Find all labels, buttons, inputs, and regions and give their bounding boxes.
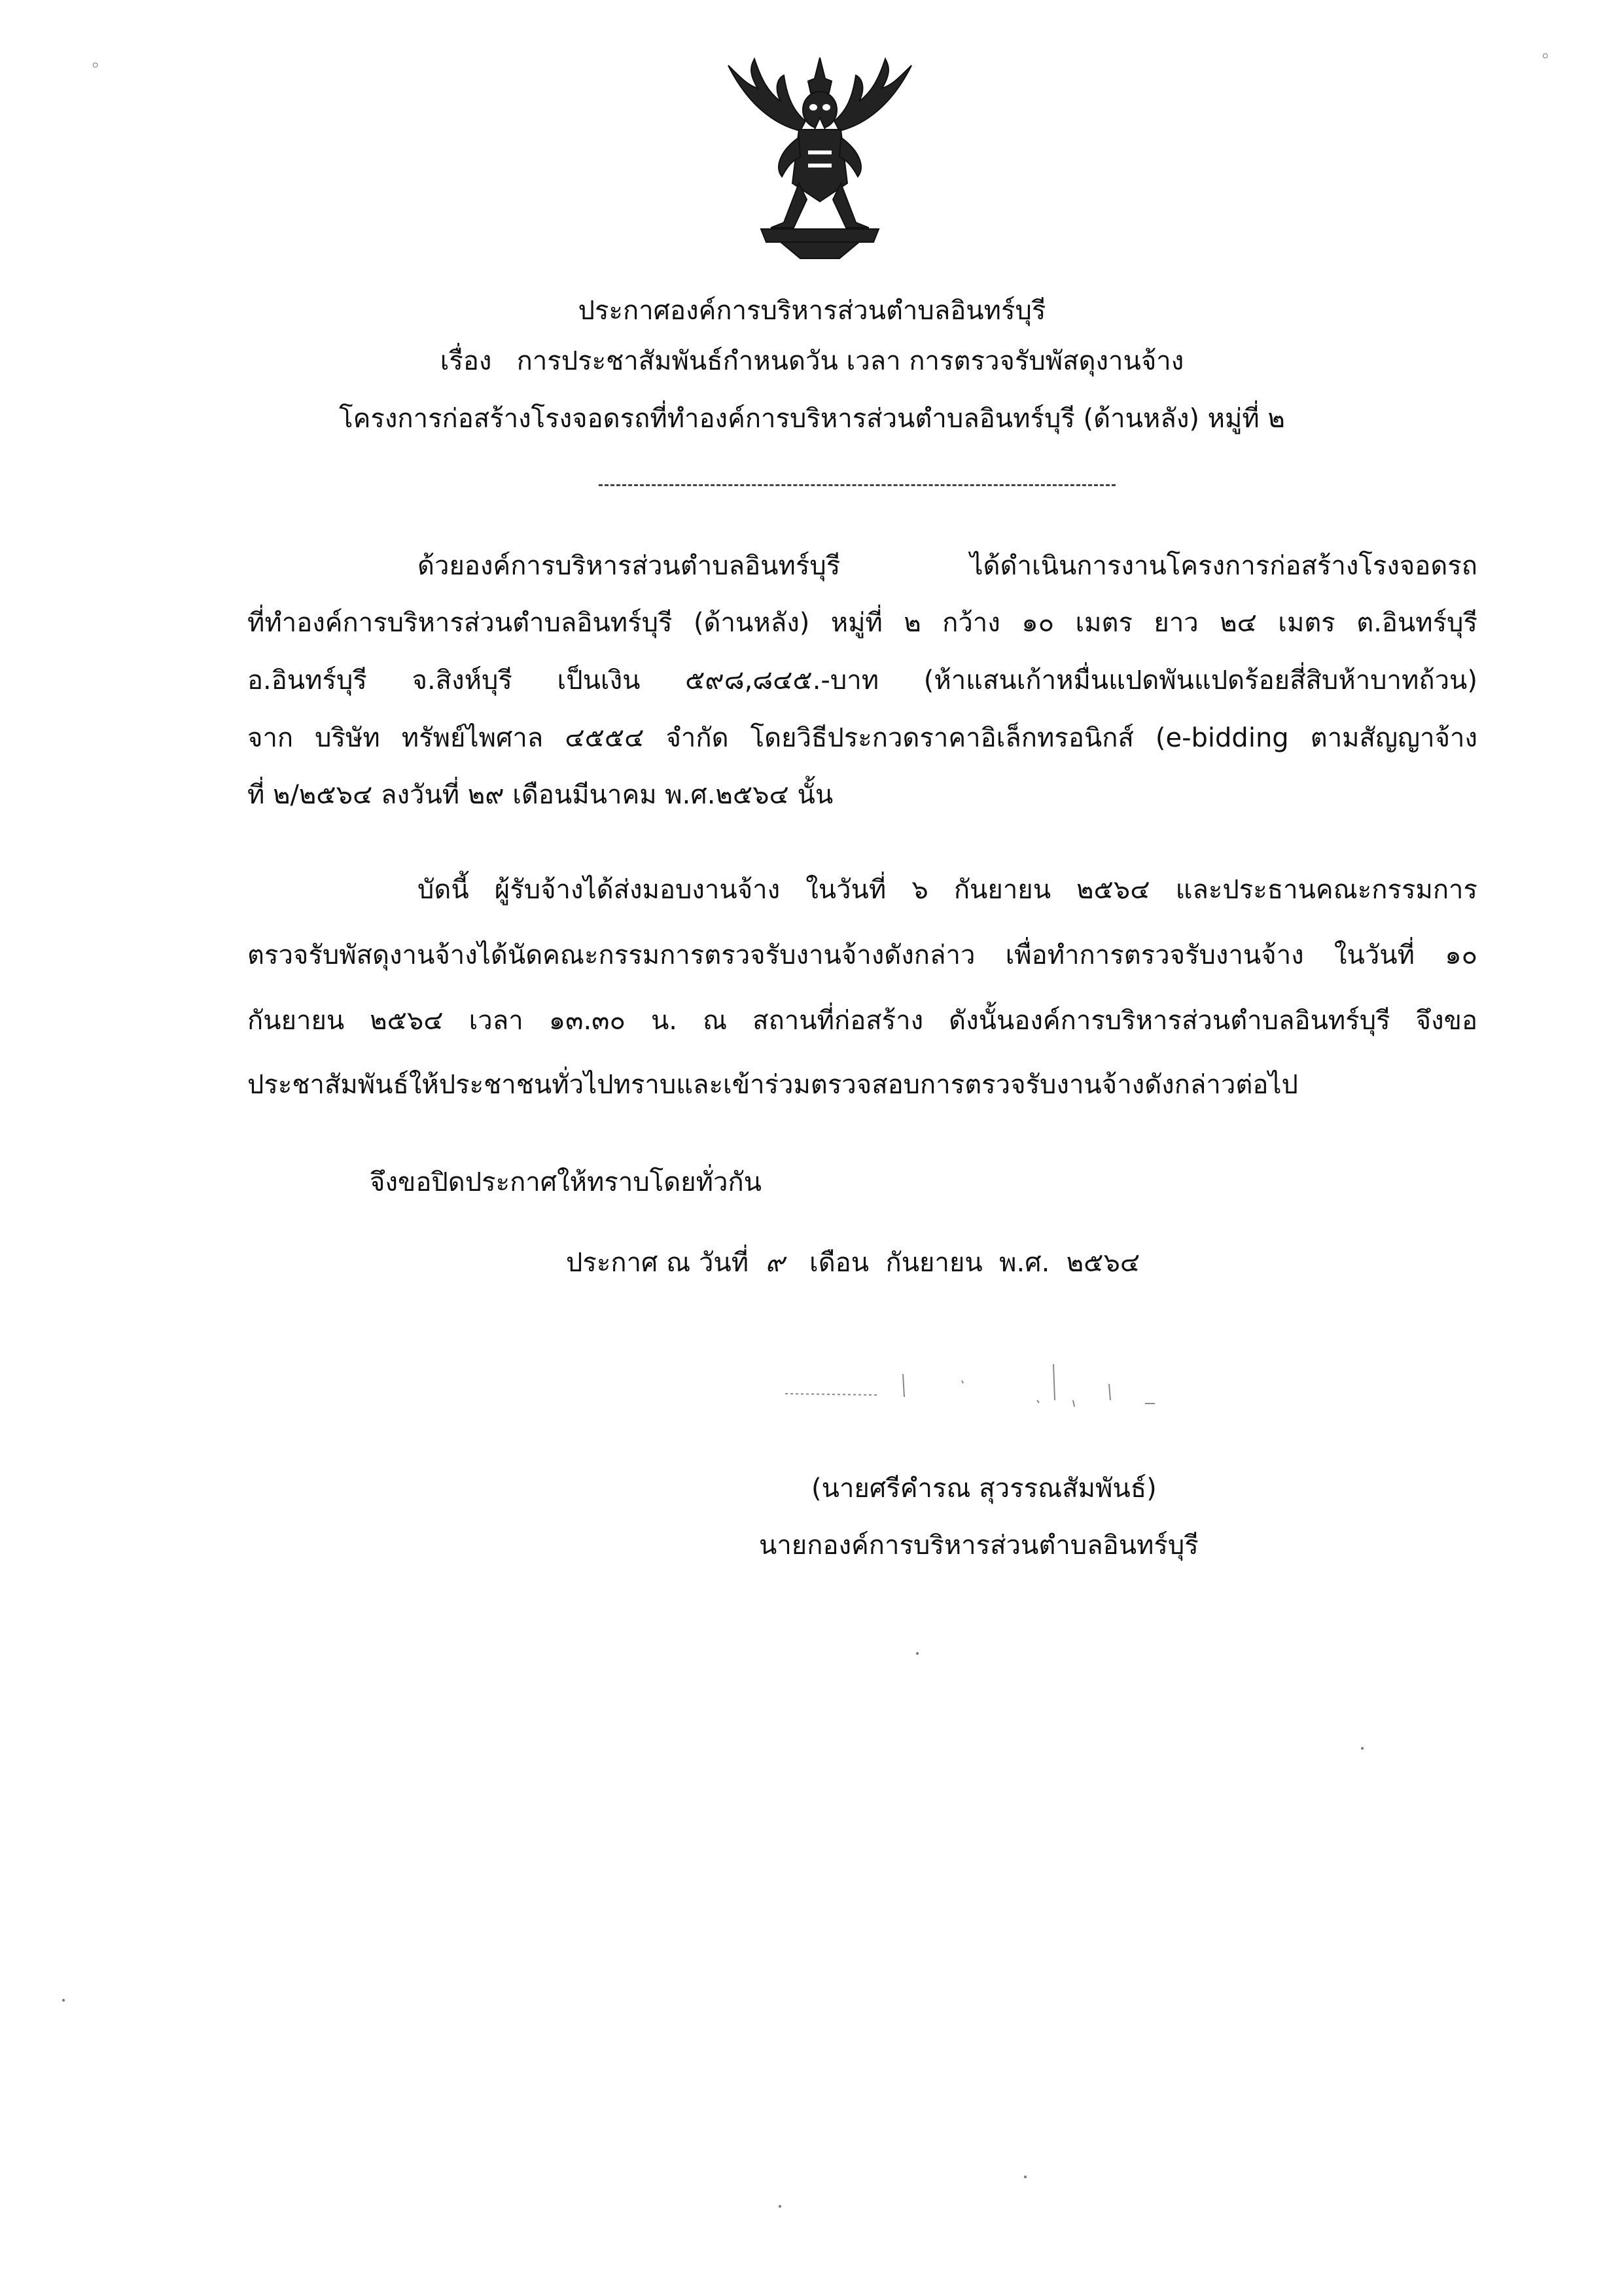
document-title: ประกาศองค์การบริหารส่วนตำบลอินทร์บุรี: [578, 296, 1046, 326]
scan-dot: [62, 1999, 65, 2002]
signatory-name: (นายศรีคำรณ สุวรรณสัมพันธ์): [811, 1474, 1157, 1504]
subject-text: การประชาสัมพันธ์กำหนดวัน เวลา การตรวจรับพัสดุงานจ้าง: [516, 346, 1184, 376]
paragraph1-line-4: จาก บริษัท ทรัพย์ไพศาล ๔๕๕๔ จำกัด โดยวิธีประกวดราคาอิเล็กทรอนิกส์ (e-bidding ตามสัญญาจ้าง: [247, 723, 1477, 753]
scan-dot: [1361, 1747, 1364, 1750]
scan-dot: [779, 2205, 781, 2208]
date-prefix: ประกาศ ณ วันที่: [566, 1248, 749, 1278]
corner-mark-right: ◦: [1540, 47, 1551, 67]
paragraph2-line-2: ตรวจรับพัสดุงานจ้างได้นัดคณะกรรมการตรวจรับงานจ้างดังกล่าว เพื่อทำการตรวจรับงานจ้าง ในวันที่ ๑๐: [247, 940, 1477, 970]
subject-line: [0, 342, 1624, 381]
signatory-position: นายกองค์การบริหารส่วนตำบลอินทร์บุรี: [759, 1530, 1199, 1561]
paragraph1-line-2: ที่ทำองค์การบริหารส่วนตำบลอินทร์บุรี (ด้านหลัง) หมู่ที่ ๒ กว้าง ๑๐ เมตร ยาว ๒๔ เมตร ต.อินทร์บุรี: [247, 608, 1477, 638]
subject-label: เรื่อง: [440, 346, 492, 376]
date-month: กันยายน: [885, 1248, 983, 1278]
scan-dot: [1024, 2176, 1027, 2178]
paragraph1-line-5: ที่ ๒/๒๕๖๔ ลงวันที่ ๒๙ เดือนมีนาคม พ.ศ.๒๕๖๔ นั้น: [247, 780, 834, 810]
paragraph1-line-3: อ.อินทร์บุรี จ.สิงห์บุรี เป็นเงิน ๕๙๘,๘๔๕.-บาท (ห้าแสนเก้าหมื่นแปดพันแปดร้อยสี่สิบห้าบาทถ้วน): [247, 665, 1477, 696]
corner-mark-left: ◦: [90, 56, 101, 76]
date-day: ๙: [765, 1248, 785, 1278]
date-year: ๒๕๖๔: [1066, 1248, 1140, 1278]
paragraph1-line-1: ด้วยองค์การบริหารส่วนตำบลอินทร์บุรี ได้ดำเนินการงานโครงการก่อสร้างโรงจอดรถ: [417, 551, 1477, 581]
paragraph2-line-4: ประชาสัมพันธ์ให้ประชาชนทั่วไปทราบและเข้าร่วมตรวจสอบการตรวจรับงานจ้างดังกล่าวต่อไป: [247, 1070, 1298, 1100]
paragraph2-line-3: กันยายน ๒๕๖๔ เวลา ๑๓.๓๐ น. ณ สถานที่ก่อสร้าง ดังนั้นองค์การบริหารส่วนตำบลอินทร์บุรี จึงขอ: [247, 1006, 1477, 1036]
header-divider: [599, 484, 1116, 486]
garuda-emblem-icon: [722, 52, 918, 262]
date-month-label: เดือน: [809, 1248, 870, 1278]
date-year-label: พ.ศ.: [999, 1248, 1050, 1278]
closing-statement: จึงขอปิดประกาศให้ทราบโดยทั่วกัน: [370, 1167, 762, 1197]
project-line: โครงการก่อสร้างโรงจอดรถที่ทำองค์การบริหารส่วนตำบลอินทร์บุรี (ด้านหลัง) หมู่ที่ ๒: [339, 404, 1285, 434]
announcement-date: [566, 1243, 1140, 1282]
handwritten-signature-icon: [779, 1335, 1184, 1426]
scan-dot: [916, 1652, 919, 1655]
paragraph2-line-1: บัดนี้ ผู้รับจ้างได้ส่งมอบงานจ้าง ในวันที่ ๖ กันยายน ๒๕๖๔ และประธานคณะกรรมการ: [417, 875, 1477, 905]
